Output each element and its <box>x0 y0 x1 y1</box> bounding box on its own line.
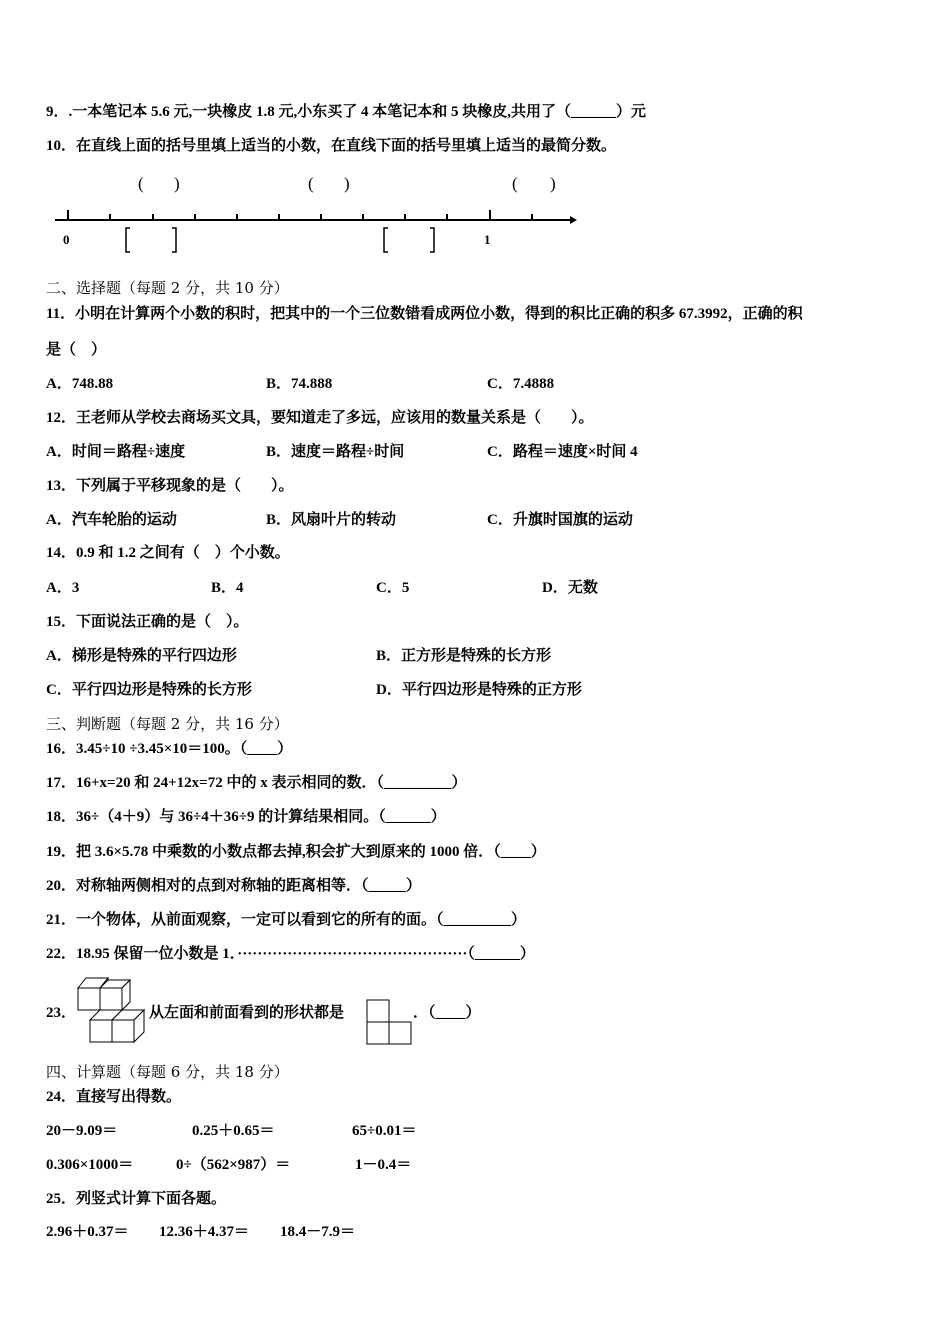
question-11-line2: 是（ ） <box>46 342 107 358</box>
question-15: 15．下面说法正确的是（ ）。 <box>46 614 249 630</box>
section-3-heading: 三、判断题（每题 2 分，共 16 分） <box>46 715 289 733</box>
question-9: 9．.一本笔记本 5.6 元,一块橡皮 1.8 元,小东买了 4 本笔记本和 5 块橡皮,共用了（______）元 <box>46 104 647 120</box>
q14-option-c: C．5 <box>376 580 410 596</box>
svg-text:): ) <box>550 174 556 193</box>
question-13: 13．下列属于平移现象的是（ ）。 <box>46 478 294 494</box>
q11-option-a: A．748.88 <box>46 376 114 392</box>
q13-option-b: B．风扇叶片的转动 <box>266 512 397 528</box>
q11-option-c: C．7.4888 <box>487 376 555 392</box>
question-14: 14．0.9 和 1.2 之间有（ ）个小数。 <box>46 545 290 561</box>
q24-item-5: 0÷（562×987）＝ <box>176 1157 291 1173</box>
q24-item-6: 1－0.4＝ <box>355 1157 412 1173</box>
q25-item-1: 2.96＋0.37＝ <box>46 1224 129 1240</box>
question-25: 25．列竖式计算下面各题。 <box>46 1191 227 1207</box>
q25-item-2: 12.36＋4.37＝ <box>159 1224 250 1240</box>
question-24: 24．直接写出得数。 <box>46 1089 182 1105</box>
q24-item-2: 0.25＋0.65＝ <box>192 1123 275 1139</box>
q25-item-3: 18.4－7.9＝ <box>280 1224 356 1240</box>
question-17: 17．16+x=20 和 24+12x=72 中的 x 表示相同的数．（_________） <box>46 775 467 791</box>
label-one: 1 <box>484 232 491 247</box>
svg-text:): ) <box>174 174 180 193</box>
question-21: 21．一个物体，从前面观察，一定可以看到它的所有的面。（_________） <box>46 912 527 928</box>
question-19: 19．把 3.6×5.78 中乘数的小数点都去掉,积会扩大到原来的 1000 倍．（____） <box>46 844 546 860</box>
number-line-figure <box>50 168 580 258</box>
question-12: 12．王老师从学校去商场买文具，要知道走了多远，应该用的数量关系是（ ）。 <box>46 410 594 426</box>
question-11-line1: 11．小明在计算两个小数的积时，把其中的一个三位数错看成两位小数，得到的积比正确的积多 67.3992，正确的积 <box>46 306 803 322</box>
q14-option-b: B．4 <box>211 580 244 596</box>
question-10: 10．在直线上面的括号里填上适当的小数，在直线下面的括号里填上适当的最简分数。 <box>46 138 617 154</box>
arrow-head <box>570 216 577 224</box>
q13-option-a: A．汽车轮胎的运动 <box>46 512 177 528</box>
question-23-text: 从左面和前面看到的形状都是 <box>149 1005 345 1021</box>
question-20: 20．对称轴两侧相对的点到对称轴的距离相等．（_____） <box>46 878 422 894</box>
q15-option-b: B．正方形是特殊的长方形 <box>376 648 552 664</box>
q14-option-a: A．3 <box>46 580 80 596</box>
q15-option-a: A．梯形是特殊的平行四边形 <box>46 648 237 664</box>
q12-option-a: A．时间＝路程÷速度 <box>46 444 186 460</box>
q14-option-d: D．无数 <box>542 580 598 596</box>
q15-option-c: C．平行四边形是特殊的长方形 <box>46 682 252 698</box>
q12-option-b: B．速度＝路程÷时间 <box>266 444 405 460</box>
svg-text:): ) <box>344 174 350 193</box>
cube-stack-figure <box>76 972 150 1046</box>
question-23-number: 23． <box>46 1005 77 1021</box>
section-2-heading: 二、选择题（每题 2 分，共 10 分） <box>46 279 289 297</box>
question-16: 16．3.45÷10 ÷3.45×10＝100。（____） <box>46 741 293 757</box>
section-4-heading: 四、计算题（每题 6 分，共 18 分） <box>46 1063 289 1081</box>
q24-item-3: 65÷0.01＝ <box>352 1123 417 1139</box>
view-shape-figure <box>366 999 414 1045</box>
q13-option-c: C．升旗时国旗的运动 <box>487 512 633 528</box>
q12-option-c: C．路程＝速度×时间 4 <box>487 444 638 460</box>
svg-text:(: ( <box>138 174 144 193</box>
q15-option-d: D．平行四边形是特殊的正方形 <box>376 682 582 698</box>
label-zero: 0 <box>63 232 70 247</box>
svg-text:(: ( <box>512 174 518 193</box>
question-22: 22．18.95 保留一位小数是 1．··············································（______） <box>46 946 535 962</box>
q11-option-b: B．74.888 <box>266 376 333 392</box>
question-18: 18．36÷（4＋9）与 36÷4＋36÷9 的计算结果相同。（______） <box>46 809 446 825</box>
q24-item-1: 20－9.09＝ <box>46 1123 118 1139</box>
svg-text:(: ( <box>308 174 314 193</box>
q24-item-4: 0.306×1000＝ <box>46 1157 134 1173</box>
question-23-end: ．（____） <box>413 1005 481 1021</box>
